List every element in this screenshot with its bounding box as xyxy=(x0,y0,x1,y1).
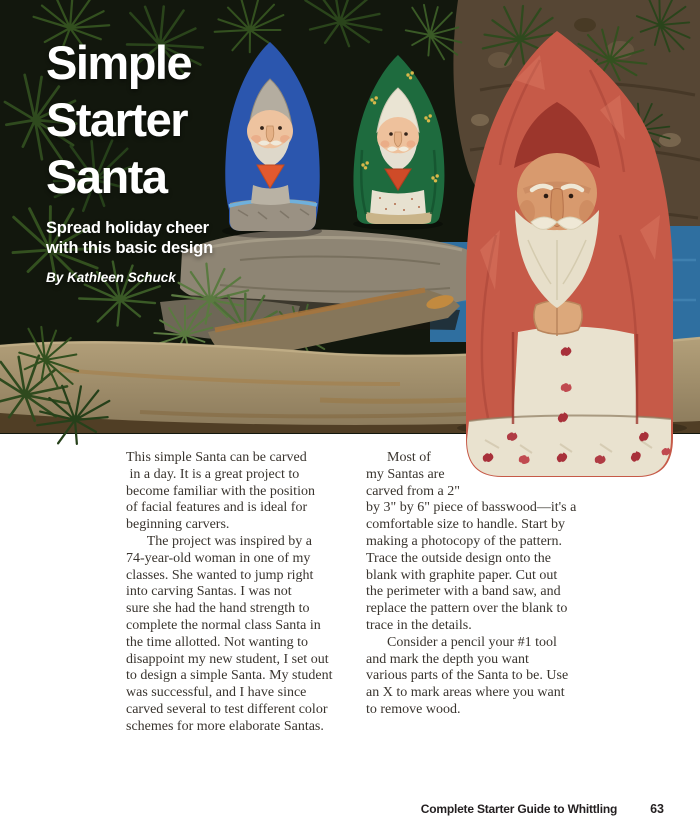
page-footer xyxy=(421,802,664,816)
text-line: Trace the outside design onto the xyxy=(366,550,551,566)
text-line: Simple xyxy=(46,36,192,89)
text-line: making a photocopy of the pattern. xyxy=(366,533,562,549)
text-line: the time allotted. Not wanting to xyxy=(126,634,308,650)
text-line: Consider a pencil your #1 tool xyxy=(366,634,557,650)
text-line: into carving Santas. I was not xyxy=(126,584,292,600)
text-line: an X to mark areas where you want xyxy=(366,685,565,701)
page-subtitle xyxy=(46,219,213,258)
text-line: replace the pattern over the blank to xyxy=(366,601,568,617)
headline-block xyxy=(46,34,213,285)
text-line: Santa xyxy=(46,150,167,203)
text-line: schemes for more elaborate Santas. xyxy=(126,718,324,734)
body-column-left xyxy=(126,450,332,736)
text-line: various parts of the Santa to be. Use xyxy=(366,668,569,684)
text-line: disappoint my new student, I set out xyxy=(126,651,329,667)
text-line: of facial features and is ideal for xyxy=(126,500,308,516)
text-line: carved from a 2" xyxy=(366,483,460,499)
text-line: become familiar with the position xyxy=(126,483,315,499)
text-line: The project was inspired by a xyxy=(126,533,312,549)
text-line: my Santas are xyxy=(366,466,445,482)
text-line: blank with graphite paper. Cut out xyxy=(366,567,558,583)
text-line: and mark the depth you want xyxy=(366,651,529,667)
text-line: sure she had the hand strength to xyxy=(126,601,310,617)
byline: By Kathleen Schuck xyxy=(46,270,176,285)
text-line: beginning carvers. xyxy=(126,517,230,533)
text-line: trace in the details. xyxy=(366,617,472,633)
text-line: classes. She wanted to jump right xyxy=(126,567,314,583)
text-line: 74-year-old woman in one of my xyxy=(126,550,311,566)
text-line: comfortable size to handle. Start by xyxy=(366,517,566,533)
page-title xyxy=(46,34,213,205)
text-line: Starter xyxy=(46,93,188,146)
text-line: the perimeter with a band saw, and xyxy=(366,584,561,600)
text-line: Spread holiday cheer xyxy=(46,219,209,237)
footer-book-title: Complete Starter Guide to Whittling xyxy=(420,802,618,816)
text-line: Most of xyxy=(366,450,431,465)
text-line: complete the normal class Santa in xyxy=(126,617,321,633)
text-line: to design a simple Santa. My student xyxy=(126,668,333,684)
text-line: carved several to test different color xyxy=(126,701,328,717)
body-column-right xyxy=(366,450,576,719)
text-line: in a day. It is a great project to xyxy=(126,466,300,482)
text-line: to remove wood. xyxy=(366,701,461,717)
footer-page-number: 63 xyxy=(650,802,664,816)
text-line: This simple Santa can be carved xyxy=(126,450,307,465)
text-line: by 3" by 6" piece of basswood—it's a xyxy=(366,500,577,516)
text-line: with this basic design xyxy=(46,238,214,257)
text-line: was successful, and I have since xyxy=(126,685,307,701)
